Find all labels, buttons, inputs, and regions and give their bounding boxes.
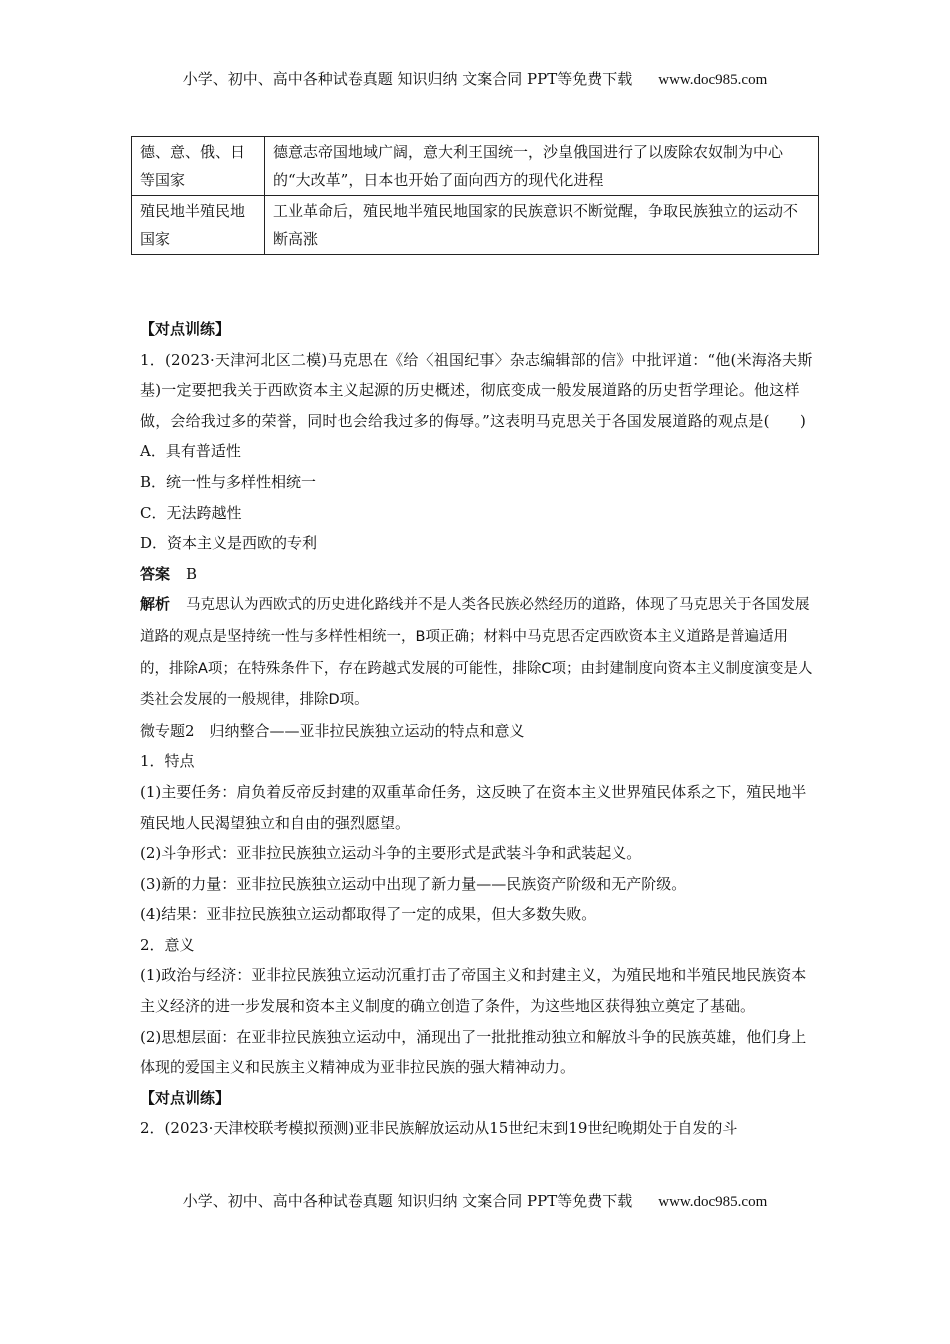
explanation-text: 马克思认为西欧式的历史进化路线并不是人类各民族必然经历的道路，体现了马克思关于各国发展道路的观点是坚持统一性与多样性相统一，B项正确；材料中马克思否定西欧资本主义道路是普遍适用的，排除A项；在特殊条件下，存在跨越式发展的可能性，排除C项；由封建制度向资本主义制度演变是人类社会发展的一般规律，排除D项。 bbox=[140, 597, 813, 709]
feature-item: (2)斗争形式：亚非拉民族独立运动斗争的主要形式是武装斗争和武装起义。 bbox=[140, 844, 642, 863]
option-c: C．无法跨越性 bbox=[140, 503, 242, 522]
page-header bbox=[0, 68, 950, 89]
significance-item: (1)政治与经济：亚非拉民族独立运动沉重打击了帝国主义和封建主义，为殖民地和半殖民地民族资本主义经济的进一步发展和资本主义制度的确立创造了条件，为这些地区获得独立奠定了基础。 bbox=[140, 966, 807, 1016]
option-b: B．统一性与多样性相统一 bbox=[140, 472, 317, 491]
document-body bbox=[140, 314, 816, 1144]
table-cell-key: 德、意、俄、日等国家 bbox=[132, 137, 265, 196]
section-heading: 【对点训练】 bbox=[140, 1088, 231, 1107]
table-cell-key: 殖民地半殖民地国家 bbox=[132, 196, 265, 255]
table-row bbox=[132, 137, 819, 196]
question-1: 1．(2023·天津河北区二模)马克思在《给〈祖国纪事〉杂志编辑部的信》中批评道：“他(米海洛夫斯基)一定要把我关于西欧资本主义起源的历史概述，彻底变成一般发展道路的历史哲学理论。他这样做，会给我过多的荣誉，同时也会给我过多的侮辱。”这表明马克思关于各国发展道路的观点是( ) bbox=[140, 350, 813, 430]
section-heading: 【对点训练】 bbox=[140, 320, 231, 338]
answer-value: B bbox=[186, 564, 198, 583]
significance-item: (2)思想层面：在亚非拉民族独立运动中，涌现出了一批批推动独立和解放斗争的民族英雄，他们身上体现的爱国主义和民族主义精神成为亚非拉民族的强大精神动力。 bbox=[140, 1027, 807, 1077]
feature-item: (1)主要任务：肩负着反帝反封建的双重革命任务，这反映了在资本主义世界殖民体系之下，殖民地半殖民地人民渴望独立和自由的强烈愿望。 bbox=[140, 782, 807, 832]
explanation-label: 解析 bbox=[140, 595, 171, 614]
significance-heading: 2．意义 bbox=[140, 935, 195, 954]
table-cell-value: 工业革命后，殖民地半殖民地国家的民族意识不断觉醒，争取民族独立的运动不断高涨 bbox=[265, 196, 819, 255]
answer-label: 答案 bbox=[140, 564, 171, 583]
comparison-table bbox=[131, 136, 819, 255]
page-footer bbox=[0, 1190, 950, 1211]
option-d: D．资本主义是西欧的专利 bbox=[140, 534, 318, 553]
footer-site: www.doc985.com bbox=[658, 1194, 768, 1210]
header-site: www.doc985.com bbox=[658, 72, 768, 88]
option-a: A．具有普适性 bbox=[140, 442, 241, 461]
table-cell-value: 德意志帝国地域广阔，意大利王国统一，沙皇俄国进行了以废除农奴制为中心的“大改革”，日本也开始了面向西方的现代化进程 bbox=[265, 137, 819, 196]
topic-title: 微专题2 归纳整合——亚非拉民族独立运动的特点和意义 bbox=[140, 721, 525, 740]
question-2: 2．(2023·天津校联考模拟预测)亚非民族解放运动从15世纪末到19世纪晚期处于自发的斗 bbox=[140, 1119, 738, 1138]
feature-item: (3)新的力量：亚非拉民族独立运动中出现了新力量——民族资产阶级和无产阶级。 bbox=[140, 874, 687, 893]
footer-text: 小学、初中、高中各种试卷真题 知识归纳 文案合同 PPT等免费下载 bbox=[182, 1192, 633, 1210]
feature-item: (4)结果：亚非拉民族独立运动都取得了一定的成果，但大多数失败。 bbox=[140, 905, 597, 924]
table-row bbox=[132, 196, 819, 255]
features-heading: 1．特点 bbox=[140, 752, 195, 771]
answer-line bbox=[140, 559, 816, 590]
header-text: 小学、初中、高中各种试卷真题 知识归纳 文案合同 PPT等免费下载 bbox=[182, 70, 633, 88]
explanation bbox=[140, 589, 816, 715]
